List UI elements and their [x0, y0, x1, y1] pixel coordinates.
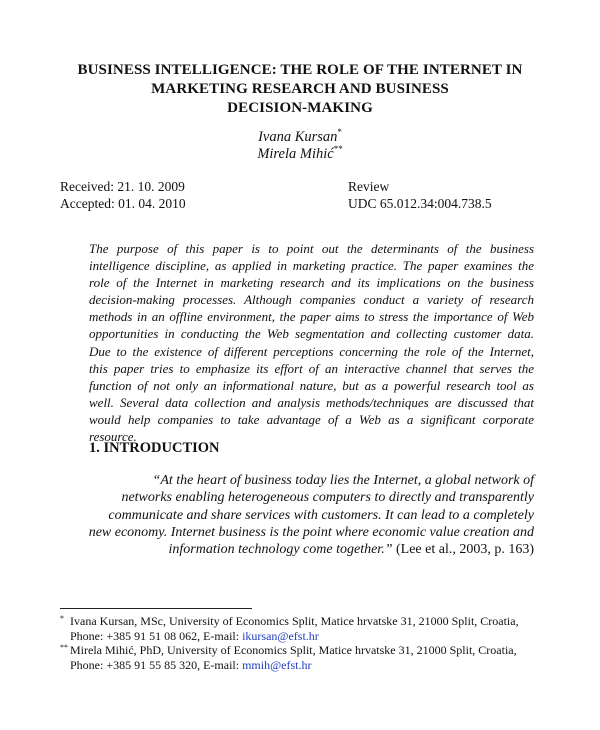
footnote-contact — [70, 658, 540, 673]
author — [0, 146, 600, 163]
accepted-date: Accepted: 01. 04. 2010 — [60, 196, 186, 211]
abstract-line: intelligence discipline, as applied in marketing practice. The paper examines the — [89, 258, 534, 274]
quote-line: “At the heart of business today lies the Internet, a global network of — [152, 473, 534, 488]
abstract-line: would help companies to take advantage of a Web as a significant corporate — [89, 411, 534, 427]
footnote-mark: ** — [60, 643, 68, 653]
quote-citation: (Lee et al., 2003, p. 163) — [392, 542, 534, 558]
submission-dates — [60, 178, 186, 212]
title-line: BUSINESS INTELLIGENCE: THE ROLE OF THE INTERNET IN — [77, 62, 523, 78]
abstract-line: Due to the existence of different perceptions concerning the role of the Internet, — [89, 343, 534, 359]
footnote-contact — [70, 629, 540, 644]
received-date: Received: 21. 10. 2009 — [60, 179, 185, 194]
footnote-mark: * — [60, 614, 64, 623]
footnote — [60, 643, 540, 672]
email-link[interactable]: ikursan@efst.hr — [242, 628, 319, 643]
author-name: Mirela Mihić — [257, 146, 334, 162]
quote-line: new economy. Internet business is the point where economic value creation and — [88, 524, 534, 540]
author — [0, 129, 600, 146]
abstract-line: this paper tries to emphasize its effort of an interactive channel that serves the — [89, 360, 534, 376]
author-footnote-mark: ** — [333, 144, 343, 154]
abstract-line: resource. — [89, 429, 137, 445]
paper-title — [40, 61, 560, 118]
paper-classification — [348, 178, 492, 212]
abstract-line: function of not only an informational nature, but as a powerful research tool as — [89, 377, 534, 393]
footnote-phone: Phone: +385 91 51 08 062, E-mail: — [70, 628, 243, 643]
footnote-phone: Phone: +385 91 55 85 320, E-mail: — [70, 657, 243, 672]
footnote-divider — [60, 608, 252, 609]
author-footnote-mark: * — [337, 127, 342, 137]
epigraph-quote — [60, 472, 534, 558]
title-line: DECISION-MAKING — [227, 100, 373, 116]
footnotes — [60, 614, 540, 672]
quote-line: communicate and share services with customers. It can lead to a completely — [108, 507, 534, 523]
abstract-line: The purpose of this paper is to point out the determinants of the business — [89, 241, 534, 256]
author-list — [0, 129, 600, 163]
section-heading: 1. INTRODUCTION — [89, 440, 220, 456]
footnote — [60, 614, 540, 643]
quote-line: networks enabling heterogeneous computers to directly and transparently — [121, 490, 534, 506]
footnote-affiliation: Mirela Mihić, PhD, University of Economics Split, Matice hrvatske 31, 21000 Split, Croatia, — [70, 643, 517, 658]
abstract-line: role of the Internet in marketing research and its implications on the business — [89, 275, 534, 291]
title-line: MARKETING RESEARCH AND BUSINESS — [151, 81, 449, 97]
author-name: Ivana Kursan — [258, 129, 338, 145]
abstract-line: opportunities in conducting the Web segmentation and collecting customer data. — [89, 326, 534, 342]
abstract — [89, 240, 534, 445]
abstract-line: well. Several data collection and analysis methods/techniques are discussed that — [89, 394, 534, 410]
udc-code: UDC 65.012.34:004.738.5 — [348, 196, 492, 211]
footnote-affiliation: Ivana Kursan, MSc, University of Economics Split, Matice hrvatske 31, 21000 Split, Croatia, — [70, 614, 519, 628]
quote-last-line — [60, 541, 534, 558]
abstract-line: methods in an offline environment, the paper aims to stress the importance of Web — [89, 309, 534, 325]
abstract-line: decision-making processes. Although companies conduct a variety of research — [89, 292, 534, 308]
email-link[interactable]: mmih@efst.hr — [242, 657, 312, 672]
quote-line: information technology come together.” — [168, 542, 393, 558]
paper-type: Review — [348, 179, 390, 194]
